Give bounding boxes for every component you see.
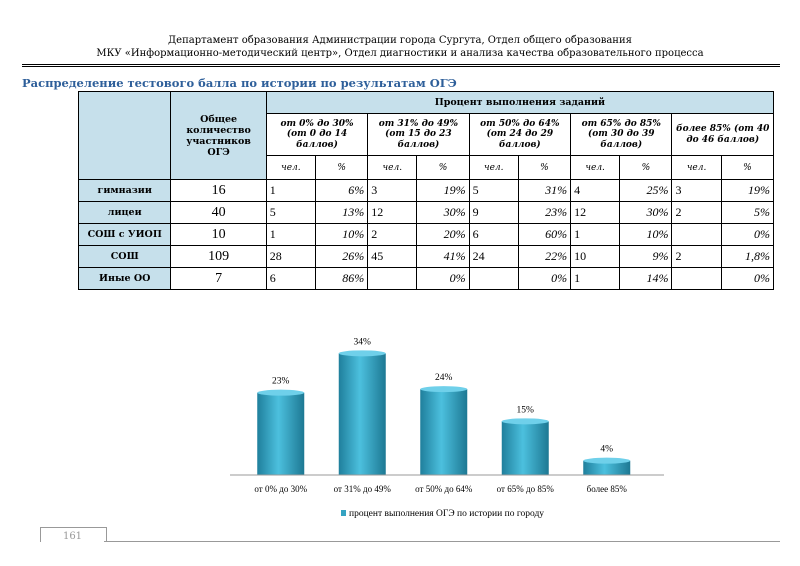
group-header: от 31% до 49% (от 15 до 23 баллов) <box>368 114 469 156</box>
category-label: от 50% до 64% <box>415 484 473 494</box>
cell-count: 6 <box>469 224 518 246</box>
bar <box>420 386 467 475</box>
cell-count: 4 <box>571 180 620 202</box>
bar <box>502 418 549 475</box>
category-label: более 85% <box>586 484 627 494</box>
bar-body <box>502 421 549 475</box>
header-divider-2 <box>22 66 780 67</box>
bar <box>339 350 386 475</box>
cell-count: 1 <box>266 180 315 202</box>
cell-pct: 30% <box>620 202 672 224</box>
row-label: Иные ОО <box>79 268 171 290</box>
cell-pct: 30% <box>417 202 469 224</box>
group-header: от 50% до 64% (от 24 до 29 баллов) <box>469 114 570 156</box>
cell-count: 3 <box>672 180 721 202</box>
row-label: СОШ с УИОП <box>79 224 171 246</box>
cell-count: 12 <box>368 202 417 224</box>
cell-pct: 0% <box>721 224 773 246</box>
legend-label: процент выполнения ОГЭ по истории по городу <box>349 509 545 519</box>
table-row <box>79 180 774 202</box>
sub-header-pct: % <box>417 156 469 180</box>
bar-body <box>257 393 304 475</box>
row-total: 10 <box>171 224 266 246</box>
cell-count: 28 <box>266 246 315 268</box>
row-label: лицеи <box>79 202 171 224</box>
header-line-2: МКУ «Информационно-методический центр», Отдел диагностики и анализа качества образовательного процесса <box>96 48 704 59</box>
cell-pct: 9% <box>620 246 672 268</box>
row-label-header <box>79 92 171 180</box>
sub-header-count: чел. <box>571 156 620 180</box>
cell-count <box>672 224 721 246</box>
cell-count: 5 <box>469 180 518 202</box>
bar-top <box>339 350 386 356</box>
cell-pct: 5% <box>721 202 773 224</box>
cell-pct: 6% <box>316 180 368 202</box>
cell-pct: 86% <box>316 268 368 290</box>
group-header: от 65% до 85% (от 30 до 39 баллов) <box>571 114 672 156</box>
main-header: Процент выполнения заданий <box>266 92 773 114</box>
cell-count: 1 <box>266 224 315 246</box>
cell-count: 2 <box>672 202 721 224</box>
page-number: 161 <box>62 531 83 542</box>
row-total: 7 <box>171 268 266 290</box>
cell-count: 2 <box>368 224 417 246</box>
cell-pct: 22% <box>518 246 570 268</box>
cell-count: 9 <box>469 202 518 224</box>
cell-pct: 0% <box>721 268 773 290</box>
row-label: СОШ <box>79 246 171 268</box>
cell-count: 10 <box>571 246 620 268</box>
cell-pct: 25% <box>620 180 672 202</box>
cell-pct: 10% <box>620 224 672 246</box>
row-label: гимназии <box>79 180 171 202</box>
cell-pct: 60% <box>518 224 570 246</box>
cell-pct: 13% <box>316 202 368 224</box>
data-label: 34% <box>353 337 371 348</box>
cell-count: 1 <box>571 224 620 246</box>
row-total: 16 <box>171 180 266 202</box>
section-title: Распределение тестового балла по истории по результатам ОГЭ <box>22 76 457 90</box>
cell-pct: 19% <box>721 180 773 202</box>
results-table <box>78 91 774 290</box>
cell-pct: 41% <box>417 246 469 268</box>
cell-pct: 31% <box>518 180 570 202</box>
header-divider <box>22 64 780 65</box>
bar-top <box>583 458 630 464</box>
data-label: 4% <box>600 444 614 455</box>
table-row <box>79 246 774 268</box>
cell-count: 24 <box>469 246 518 268</box>
cell-pct: 23% <box>518 202 570 224</box>
data-label: 23% <box>272 376 290 387</box>
cell-count: 6 <box>266 268 315 290</box>
table-row <box>79 268 774 290</box>
cell-pct: 0% <box>518 268 570 290</box>
sub-header-count: чел. <box>266 156 315 180</box>
data-label: 24% <box>435 373 453 384</box>
cell-pct: 0% <box>417 268 469 290</box>
table-row <box>79 224 774 246</box>
table-row <box>79 202 774 224</box>
footer-rule <box>104 541 780 542</box>
cell-count: 45 <box>368 246 417 268</box>
bar-top <box>257 390 304 396</box>
row-total: 109 <box>171 246 266 268</box>
bar <box>257 390 304 475</box>
bar <box>583 458 630 475</box>
cell-count: 3 <box>368 180 417 202</box>
total-header: Общее количество участников ОГЭ <box>171 92 266 180</box>
sub-header-count: чел. <box>672 156 721 180</box>
group-header: от 0% до 30% (от 0 до 14 баллов) <box>266 114 367 156</box>
bar-top <box>420 386 467 392</box>
bar-body <box>420 389 467 475</box>
cell-pct: 10% <box>316 224 368 246</box>
category-label: от 0% до 30% <box>254 484 308 494</box>
category-label: от 31% до 49% <box>333 484 391 494</box>
cell-pct: 19% <box>417 180 469 202</box>
cell-count <box>469 268 518 290</box>
sub-header-pct: % <box>721 156 773 180</box>
header-line-1: Департамент образования Администрации города Сургута, Отдел общего образования <box>168 35 632 46</box>
sub-header-pct: % <box>620 156 672 180</box>
cell-count <box>368 268 417 290</box>
bar-body <box>339 353 386 475</box>
sub-header-count: чел. <box>368 156 417 180</box>
cell-count <box>672 268 721 290</box>
cell-count: 5 <box>266 202 315 224</box>
group-header: более 85% (от 40 до 46 баллов) <box>672 114 774 156</box>
legend-swatch <box>341 510 346 516</box>
row-total: 40 <box>171 202 266 224</box>
cell-count: 1 <box>571 268 620 290</box>
sub-header-count: чел. <box>469 156 518 180</box>
cell-pct: 26% <box>316 246 368 268</box>
bar-top <box>502 418 549 424</box>
distribution-bar-chart <box>230 320 680 520</box>
cell-pct: 14% <box>620 268 672 290</box>
cell-pct: 1,8% <box>721 246 773 268</box>
data-label: 15% <box>516 405 534 416</box>
cell-count: 2 <box>672 246 721 268</box>
sub-header-pct: % <box>316 156 368 180</box>
cell-pct: 20% <box>417 224 469 246</box>
cell-count: 12 <box>571 202 620 224</box>
category-label: от 65% до 85% <box>496 484 554 494</box>
sub-header-pct: % <box>518 156 570 180</box>
